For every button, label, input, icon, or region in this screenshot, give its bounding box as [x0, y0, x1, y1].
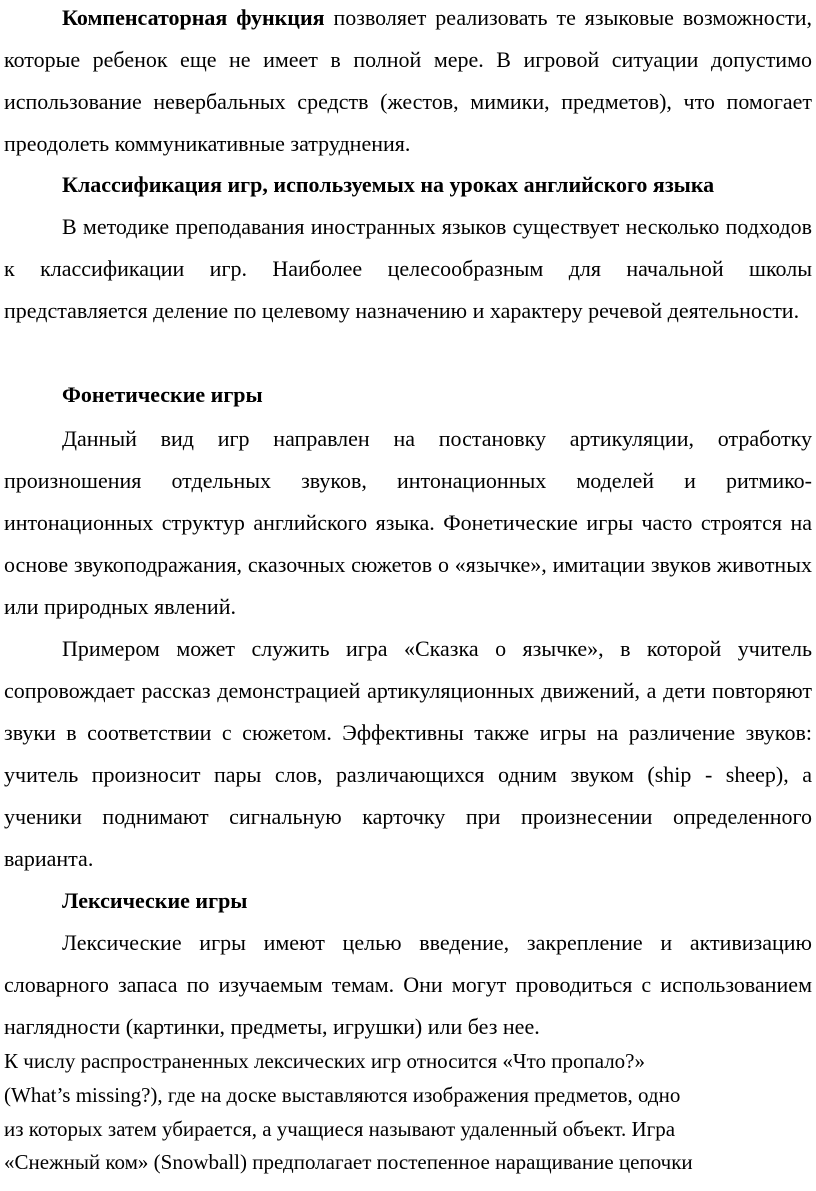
- section-heading-phonetic-games: Фонетические игры: [62, 382, 263, 407]
- paragraph-lexical-games: Лексические игры имеют целью введение, закрепление и активизацию словарного запаса по изучаемым темам. Они могут проводиться с использованием наглядности (картинки, предметы, игрушки) или без нее.: [4, 930, 812, 1039]
- paragraph-text: позволяет реализовать те языковые возможности, которые ребенок еще не имеет в полной мере. В игровой ситуации допустимо использование невербальных средств (жестов, мимики, предметов), что помогает преодолеть коммуникативные затруднения.: [4, 5, 812, 156]
- paragraph-lexical-examples-line-2: (What’s missing?), где на доске выставляются изображения предметов, одно: [4, 1083, 681, 1107]
- paragraph-classification: В методике преподавания иностранных языков существует несколько подходов к классификации игр. Наиболее целесообразным для начальной школы представляется деление по целевому назначению и характеру речевой деятельности.: [4, 214, 812, 323]
- paragraph-lexical-examples-line-1: К числу распространенных лексических игр относится «Что пропало?»: [4, 1049, 646, 1073]
- paragraph-lexical-examples-line-4: «Снежный ком» (Snowball) предполагает постепенное наращивание цепочки: [4, 1150, 693, 1174]
- section-heading-lexical-games: Лексические игры: [62, 888, 248, 913]
- section-heading-classification: Классификация игр, используемых на уроках английского языка: [62, 172, 715, 197]
- paragraph-compensatory-function: [4, 0, 812, 165]
- paragraph-phonetic-games: Данный вид игр направлен на постановку артикуляции, отработку произношения отдельных звуков, интонационных моделей и ритмико-интонационных структур английского языка. Фонетические игры часто строятся на основе звукоподражания, сказочных сюжетов о «язычке», имитации звуков животных или природных явлений.: [4, 426, 812, 619]
- paragraph-phonetic-example: Примером может служить игра «Сказка о язычке», в которой учитель сопровождает рассказ демонстрацией артикуляционных движений, а дети повторяют звуки в соответствии с сюжетом. Эффективны также игры на различение звуков: учитель произносит пары слов, различающихся одним звуком (ship - sheep), а ученики поднимают сигнальную карточку при произнесении определенного варианта.: [4, 636, 812, 871]
- bold-term: Компенсаторная функция: [62, 5, 325, 30]
- paragraph-lexical-examples-line-3: из которых затем убирается, а учащиеся называют удаленный объект. Игра: [4, 1117, 676, 1141]
